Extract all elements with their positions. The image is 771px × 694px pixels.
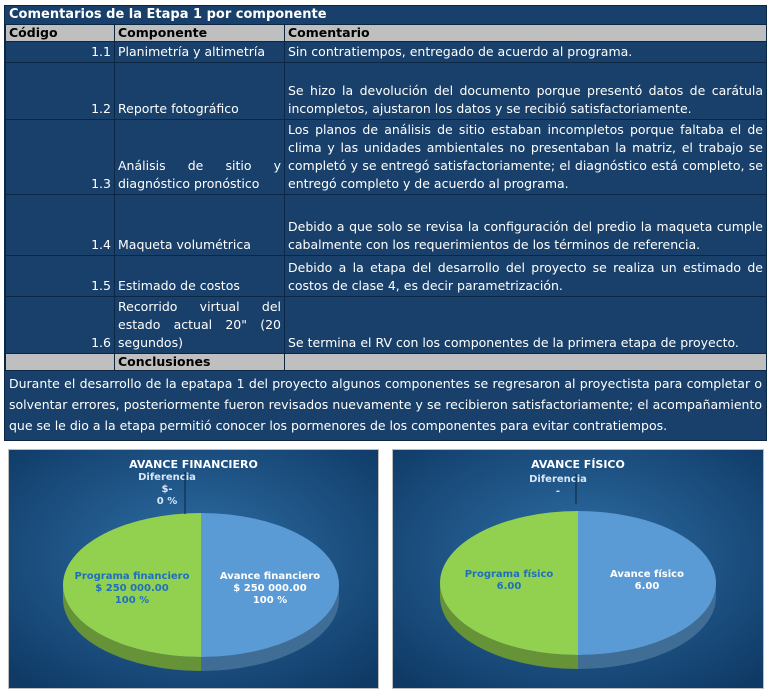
row-comment: Se hizo la devolución del documento porque presentó datos de carátula incompletos, ajustaron los datos y se recibió satisfactoriamente. bbox=[285, 63, 767, 120]
comments-table bbox=[5, 24, 767, 371]
callout-label-diferencia: Diferencia $-0 % bbox=[138, 472, 196, 507]
row-comment: Los planos de análisis de sitio estaban incompletos porque faltaba el de clima y las unidades ambientales no presentaban la matriz, el trabajo se completó y se entregó satisfactoriamente; el diagnóstico está completo, se entregó completo y de acuerdo al programa. bbox=[285, 120, 767, 195]
table-row bbox=[6, 256, 767, 297]
row-code: 1.3 bbox=[6, 120, 115, 195]
row-comment: Debido a que solo se revisa la configuración del predio la maqueta cumple cabalmente con los requerimientos de los términos de referencia. bbox=[285, 195, 767, 256]
chart-title: AVANCE FINANCIERO bbox=[129, 458, 258, 471]
chart-title: AVANCE FÍSICO bbox=[531, 458, 625, 471]
table-row bbox=[6, 195, 767, 256]
table-row bbox=[6, 63, 767, 120]
slice-label-left: Programa físico 6.00 bbox=[464, 569, 554, 592]
comments-report bbox=[4, 5, 767, 441]
header-comment: Comentario bbox=[285, 25, 767, 42]
row-component: Estimado de costos bbox=[115, 256, 285, 297]
conclusions-header-row bbox=[6, 354, 767, 371]
row-code: 1.6 bbox=[6, 297, 115, 354]
header-component: Componente bbox=[115, 25, 285, 42]
row-component: Planimetría y altimetría bbox=[115, 42, 285, 63]
table-header-row bbox=[6, 25, 767, 42]
row-comment: Se termina el RV con los componentes de la primera etapa de proyecto. bbox=[285, 297, 767, 354]
header-code: Código bbox=[6, 25, 115, 42]
row-comment: Sin contratiempos, entregado de acuerdo al programa. bbox=[285, 42, 767, 63]
row-component: Análisis de sitio y diagnóstico pronóstico bbox=[115, 120, 285, 195]
slice-label-right: Avance financiero $ 250 000.00 100 % bbox=[219, 571, 321, 606]
row-comment: Debido a la etapa del desarrollo del proyecto se realiza un estimado de costos de clase 4, es decir parametrización. bbox=[285, 256, 767, 297]
conclusions-label: Conclusiones bbox=[115, 354, 285, 371]
table-row bbox=[6, 297, 767, 354]
row-code: 1.2 bbox=[6, 63, 115, 120]
table-row bbox=[6, 42, 767, 63]
callout-label-diferencia: Diferencia - bbox=[529, 474, 587, 497]
financial-progress-chart bbox=[8, 449, 379, 689]
slice-label-right: Avance físico 6.00 bbox=[610, 569, 684, 592]
row-component: Reporte fotográfico bbox=[115, 63, 285, 120]
physical-progress-chart bbox=[392, 449, 764, 689]
row-component: Recorrido virtual del estado actual 20" (20 segundos) bbox=[115, 297, 285, 354]
table-row bbox=[6, 120, 767, 195]
financial-pie-svg bbox=[9, 450, 378, 688]
row-code: 1.1 bbox=[6, 42, 115, 63]
slice-label-left: Programa financiero $ 250 000.00 100 % bbox=[74, 571, 190, 606]
conclusions-text: Durante el desarrollo de la epatapa 1 del proyecto algunos componentes se regresaron al proyectista para completar o solventar errores, posteriormente fueron revisados nuevamente y se recibieron satisfactoriamente; el acompañamiento que se le dio a la etapa permitió conocer los pormenores de los componentes para evitar contratiempos. bbox=[5, 371, 766, 440]
report-title: Comentarios de la Etapa 1 por componente bbox=[5, 6, 766, 24]
row-code: 1.4 bbox=[6, 195, 115, 256]
physical-pie-svg bbox=[393, 450, 763, 688]
row-code: 1.5 bbox=[6, 256, 115, 297]
row-component: Maqueta volumétrica bbox=[115, 195, 285, 256]
